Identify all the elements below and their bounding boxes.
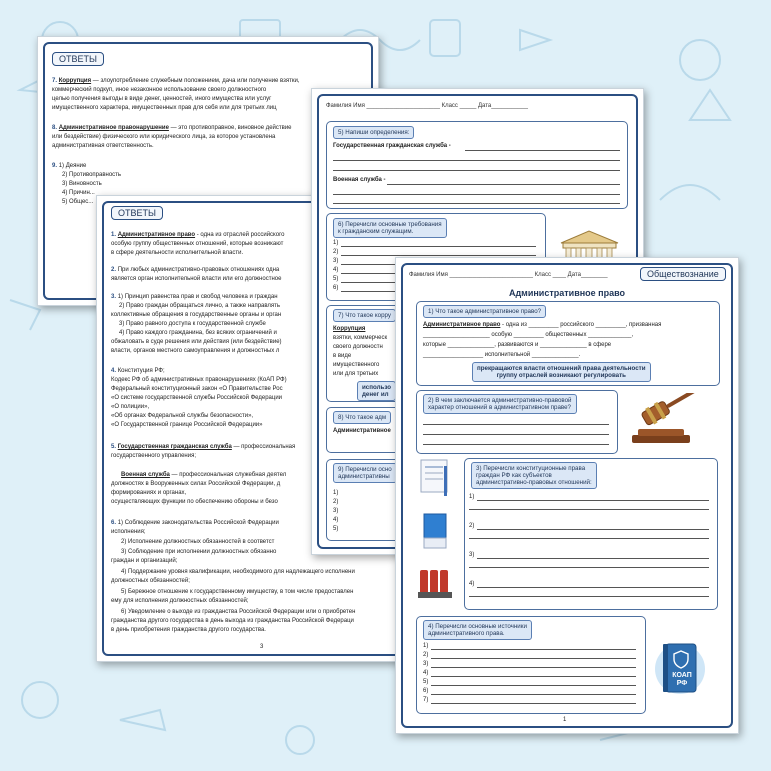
word-bank-line: использо: [362, 384, 392, 391]
list-number: 1): [333, 490, 339, 496]
item-number: 1.: [111, 232, 117, 238]
list-number: 1): [423, 643, 429, 649]
answer-line[interactable]: [423, 424, 609, 425]
list-item: 5) Общес...: [62, 199, 94, 205]
item-number: 8.: [52, 125, 58, 131]
text-line: «О Государственной границе Российской Федерации»: [111, 422, 263, 428]
date-label: Дата: [567, 272, 581, 278]
text-line: или бездействие) физического или юридического лица, за которое установлена: [52, 134, 276, 140]
text-line: или для третьих: [333, 371, 379, 377]
text-line: административная ответственность.: [52, 143, 154, 149]
fill-in-line: __________________ исполнительной ______________.: [423, 352, 581, 358]
item-8: [52, 125, 292, 131]
text-line: — это противоправное, виновное действие: [170, 125, 292, 131]
word-bank: [472, 362, 651, 382]
worksheet-page-1: [395, 257, 739, 734]
question-3-title: [471, 462, 597, 489]
question-2-title: [423, 394, 577, 414]
subject-badge: Обществознание: [640, 267, 726, 281]
answer-line[interactable]: [431, 685, 636, 686]
text-line: Конституция РФ;: [117, 368, 165, 374]
answer-line[interactable]: [431, 694, 636, 695]
answer-line[interactable]: [333, 160, 620, 161]
list-number: 5): [333, 526, 339, 532]
question-3-box: [464, 458, 718, 610]
text-line: в сфере деятельности исполнительной власти.: [111, 250, 244, 256]
item-number: 3.: [111, 294, 117, 300]
title-line: административного права.: [428, 630, 505, 637]
text-line: 1) Принцип равенства прав и свобод человека и граждан: [117, 294, 278, 300]
item-number: 4.: [111, 368, 117, 374]
list-number: 3): [333, 508, 339, 514]
text-line: коммерческий подкуп, иное незаконное использование своего должностного: [52, 87, 267, 93]
answer-line[interactable]: [469, 567, 709, 568]
word-bank-line: денег ил: [362, 391, 389, 398]
fill-in-line: ____________________ особую _________ общественных _____________,: [423, 332, 634, 338]
question-5-title: 5) Напиши определения:: [333, 126, 414, 139]
item-number: 7.: [52, 78, 58, 84]
book-label-line: РФ: [676, 680, 688, 687]
term: Административное правонарушение: [58, 125, 169, 131]
answer-line[interactable]: [333, 170, 620, 171]
answer-line[interactable]: [477, 500, 709, 501]
answer-line[interactable]: [333, 194, 620, 195]
term: Государственная гражданская служба: [117, 444, 232, 450]
term: Коррупция: [333, 326, 366, 332]
answer-line[interactable]: [423, 434, 609, 435]
question-4-box: [416, 616, 646, 714]
item-number: 6.: [111, 520, 117, 526]
fill-in-line: которые ______________, развиваются и ______________ в сфере: [423, 342, 612, 348]
answer-line[interactable]: [431, 649, 636, 650]
list-number: 4): [423, 670, 429, 676]
question-1-box: [416, 301, 720, 386]
text-line: 1) Соблюдение законодательства Российской Федерации: [117, 520, 279, 526]
list-item: 3) Виновность: [62, 181, 102, 187]
item-number: 5.: [111, 444, 117, 450]
text-line: имущественного: [333, 362, 380, 368]
list-number: 4): [469, 581, 475, 587]
list-number: 2): [469, 523, 475, 529]
text-line: должностных обязанностей;: [111, 578, 190, 584]
title-line: 6) Перечисли основные требования: [338, 221, 442, 228]
item-number: 2.: [111, 267, 117, 273]
answer-line[interactable]: [465, 150, 620, 151]
definition-prompt: Государственная гражданская служба -: [333, 143, 451, 149]
answer-line[interactable]: [469, 538, 709, 539]
answer-line[interactable]: [477, 587, 709, 588]
documents-icon: [416, 458, 461, 603]
text-line: своего должностн: [333, 344, 383, 350]
question-5-box: [326, 121, 628, 209]
list-number: 3): [423, 661, 429, 667]
text-line: гражданства другого государства в день выхода из гражданства Российской Федераци: [111, 618, 354, 624]
question-2-box: [416, 390, 618, 454]
answer-line[interactable]: [469, 509, 709, 510]
koap-book-icon: [654, 638, 706, 700]
question-7-title: 7) Что такое корру: [333, 309, 396, 322]
definition-prompt: Военная служба -: [333, 177, 386, 183]
answer-line[interactable]: [469, 596, 709, 597]
word-bank: [357, 381, 396, 401]
answer-line[interactable]: [477, 558, 709, 559]
name-label: Фамилия Имя: [326, 103, 365, 109]
text-line: обжаловать в суде решения или действия (или бездействие): [111, 339, 282, 345]
list-number: 1): [469, 494, 475, 500]
text-line: «Об органах Федеральной службы безопасности»,: [111, 413, 254, 419]
text-line: коллективные обращения в государственные органы и орган: [111, 312, 282, 318]
word-bank-line: прекращаются власти отношений права деятельности: [477, 365, 646, 372]
list-number: 6): [333, 285, 339, 291]
list-number: 1): [333, 240, 339, 246]
book-label-line: КОАП: [672, 672, 692, 679]
text-line: При любых административно-правовых отношениях одна: [117, 267, 280, 273]
title-line: 9) Перечисли осно: [338, 466, 392, 473]
list-number: 4): [333, 267, 339, 273]
text-line: граждан и организаций;: [111, 558, 178, 564]
text-line: формированиях и органах,: [111, 490, 187, 496]
text-line: 2) Исполнение должностных обязанностей в соответст: [121, 539, 275, 545]
list-number: 3): [469, 552, 475, 558]
text-line: является орган исполнительной власти или его должностное: [111, 276, 282, 282]
text-line: ему для исполнения должностных обязанностей;: [111, 598, 249, 604]
answer-line[interactable]: [477, 529, 709, 530]
text-line: 5) Бережное отношение к государственному имуществу, в том числе предоставлен: [121, 589, 354, 595]
answer-line[interactable]: [341, 246, 536, 247]
text-line: «О системе государственной службы Российской Федерации: [111, 395, 283, 401]
page-number: 3: [260, 644, 264, 650]
text-line: Федеральный конституционный закон «О Правительстве Рос: [111, 386, 283, 392]
answers-badge: ОТВЕТЫ: [111, 206, 163, 220]
text-line: осуществляющих функции по обеспечению обороны и безо: [111, 499, 278, 505]
title-line: к гражданским служащим.: [338, 228, 414, 235]
date-label: Дата: [477, 103, 492, 109]
list-item: 1) Деяние: [58, 163, 87, 169]
question-4-title: [423, 620, 532, 640]
page-number: 1: [563, 717, 567, 723]
question-9-title: [333, 463, 397, 483]
text-line: в день приобретения гражданства другого государства.: [111, 627, 266, 633]
class-label: Класс: [441, 103, 458, 109]
text-line: взятки, коммерческ: [333, 335, 388, 341]
worksheet-header: Фамилия Имя _________________________ Класс ____ Дата________: [409, 272, 608, 278]
term: Административное: [333, 428, 391, 434]
text-line: - одна из отраслей российского: [196, 232, 285, 238]
answer-line[interactable]: [341, 255, 536, 256]
text-line: целью получения выгоды в виде денег, ценностей, иного имущества или услуг: [52, 96, 272, 102]
text-line: — профессиональная служебная деятел: [171, 472, 287, 478]
list-item: 4) Причин...: [62, 190, 95, 196]
text-line: — профессиональная: [233, 444, 296, 450]
title-line: граждан РФ как субъектов: [476, 472, 552, 479]
answer-line[interactable]: [431, 676, 636, 677]
text-line: исполнения;: [111, 529, 146, 535]
text-line: — злоупотребление служебным положением, дача или получение взятки,: [92, 78, 300, 84]
answer-line[interactable]: [431, 703, 636, 704]
title-line: административны: [338, 473, 390, 480]
word-bank-line: группу отраслей возникают регулировать: [496, 372, 626, 379]
question-8-title: 8) Что такое адм: [333, 411, 391, 424]
text-line: государственного управления;: [111, 453, 196, 459]
text-line: должностях в Вооруженных силах Российской Федерации, д: [111, 481, 281, 487]
title-line: характер отношений в административном праве?: [428, 404, 571, 411]
item-7: [52, 78, 300, 84]
text-line: власти, органов местного самоуправления и должностных л: [111, 348, 280, 354]
page-title: Административное право: [508, 288, 626, 298]
title-line: 3) Перечисли конституционные права: [476, 465, 586, 472]
title-line: 4) Перечисли основные источники: [428, 623, 527, 630]
answer-line[interactable]: [423, 444, 609, 445]
list-number: 6): [423, 688, 429, 694]
answer-line[interactable]: [431, 658, 636, 659]
text-line: в виде: [333, 353, 352, 359]
term: Административное право: [117, 232, 196, 238]
class-label: Класс: [534, 272, 551, 278]
list-number: 2): [423, 652, 429, 658]
list-item: 2) Противоправность: [62, 172, 122, 178]
question-1-title: 1) Что такое административное право?: [423, 305, 546, 318]
text-line: имущественного характера, имущественных прав для себя или для третьих лиц: [52, 105, 277, 111]
text-line: особую группу общественных отношений, которые возникают: [111, 241, 284, 247]
answer-line[interactable]: [387, 184, 620, 185]
term: Военная служба: [121, 472, 170, 478]
list-number: 5): [423, 679, 429, 685]
list-number: 4): [333, 517, 339, 523]
answers-badge: ОТВЕТЫ: [52, 52, 104, 66]
answer-line[interactable]: [431, 667, 636, 668]
text-line: 3) Право равного доступа к государственной службе: [119, 321, 266, 327]
list-number: 3): [333, 258, 339, 264]
item-number: 9.: [52, 163, 58, 169]
title-line: 2) В чем заключается административно-правовой: [428, 397, 572, 404]
list-number: 7): [423, 697, 429, 703]
title-line: административно-правовых отношений:: [476, 479, 592, 486]
text-line: «О полиции»,: [111, 404, 150, 410]
answer-line[interactable]: [333, 203, 620, 204]
text-line: 2) Право граждан обращаться лично, а также направлять: [119, 303, 281, 309]
text-line: Кодекс РФ об административных правонарушениях (КоАП РФ): [111, 377, 287, 383]
text-line: 3) Соблюдение при исполнении должностных обязанно: [121, 549, 277, 555]
text-line: 4) Право каждого гражданина, без всяких ограничений и: [119, 330, 277, 336]
list-number: 2): [333, 499, 339, 505]
term: Коррупция: [58, 78, 92, 84]
item-9: [52, 163, 86, 169]
text-line: 4) Поддержание уровня квалификации, необходимого для надлежащего исполнени: [121, 569, 355, 575]
worksheet-header: Фамилия Имя ______________________ Класс _____ Дата___________: [326, 103, 528, 109]
fill-in-line: - одна из _________ российского _________, призванная: [502, 322, 662, 328]
text-line: 6) Уведомление о выходе из гражданства Российской Федерации или о приобретен: [121, 609, 356, 615]
list-number: 2): [333, 249, 339, 255]
gavel-icon: [626, 393, 716, 448]
list-number: 5): [333, 276, 339, 282]
term: Административное право: [423, 322, 501, 328]
name-label: Фамилия Имя: [409, 272, 448, 278]
question-6-title: [333, 218, 447, 238]
